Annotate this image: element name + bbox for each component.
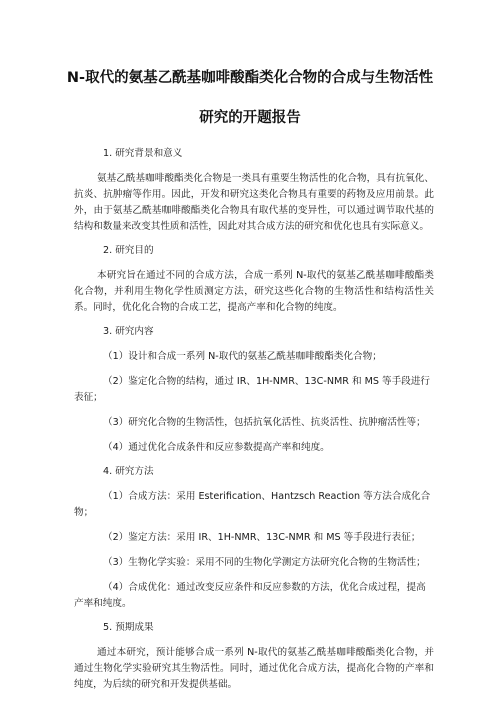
- section-paragraph-purpose: 本研究旨在通过不同的合成方法，合成一系列 N-取代的氨基乙酰基咖啡酸酯类化合物，并利用生物化学性质测定方法，研究这些化合物的生物活性和结构活性关系。同时，优化化合物的合成工艺，提高产率和化合物的纯度。: [74, 270, 434, 313]
- section-heading-methods: 4. 研究方法: [103, 466, 154, 477]
- section-paragraph-expected-results: 通过本研究，预计能够合成一系列 N-取代的氨基乙酰基咖啡酸酯类化合物，并通过生物化学实验研究其生物活性。同时，通过优化合成方法，提高化合物的产率和纯度，为后续的研究和开发提供基础。: [74, 647, 434, 690]
- content-list-item: （1）设计和合成一系列 N-取代的氨基乙酰基咖啡酸酯类化合物；: [103, 351, 382, 362]
- methods-list-item: （2）鉴定方法：采用 IR、1H-NMR、13C-NMR 和 MS 等手段进行表征；: [103, 532, 421, 543]
- content-list-item: （4）通过优化合成条件和反应参数提高产率和纯度。: [103, 442, 330, 453]
- document-title-line2: 研究的开题报告: [199, 110, 301, 126]
- section-paragraph-background: 氨基乙酰基咖啡酸酯类化合物是一类具有重要生物活性的化合物，具有抗氧化、抗炎、抗肿瘤等作用。因此，开发和研究这类化合物具有重要的药物及应用前景。此外，由于氨基乙酰基咖啡酸酯类化合物具有取代基的变异性，可以通过调节取代基的结构和数量来改变其性质和活性，因此对其合成方法的研究和优化也具有实际意义。: [74, 173, 434, 232]
- section-heading-purpose: 2. 研究目的: [103, 245, 154, 256]
- section-heading-content: 3. 研究内容: [103, 326, 154, 337]
- document-body: [74, 147, 434, 702]
- section-heading-background: 1. 研究背景和意义: [103, 148, 183, 159]
- content-list-item: （3）研究化合物的生物活性，包括抗氧化活性、抗炎活性、抗肿瘤活性等；: [103, 417, 426, 428]
- section-heading-expected-results: 5. 预期成果: [103, 622, 154, 633]
- document-title-line1: N-取代的氨基乙酰基咖啡酸酯类化合物的合成与生物活性: [66, 70, 434, 86]
- methods-list-item: （1）合成方法：采用 Esterification、Hantzsch Reaction 等方法合成化合物；: [74, 491, 431, 518]
- methods-list-item: （3）生物化学实验：采用不同的生物化学测定方法研究化合物的生物活性；: [103, 557, 426, 568]
- methods-list-item: （4）合成优化：通过改变反应条件和反应参数的方法，优化合成过程，提高产率和纯度。: [74, 582, 426, 609]
- content-list-item: （2）鉴定化合物的结构，通过 IR、1H-NMR、13C-NMR 和 MS 等手段进行表征；: [74, 376, 431, 403]
